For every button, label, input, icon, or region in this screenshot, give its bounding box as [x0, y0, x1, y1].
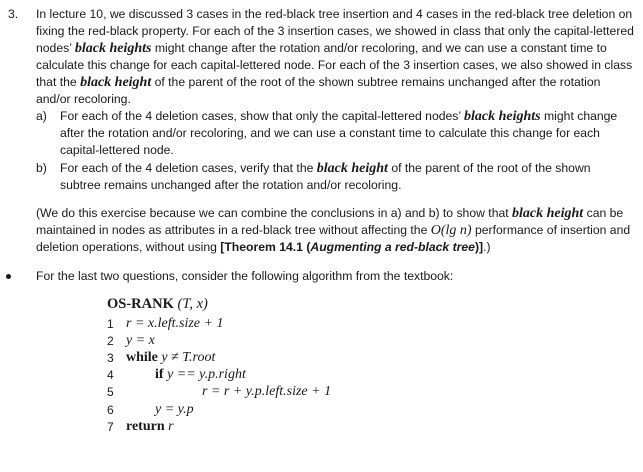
line-number: 1 [107, 317, 114, 331]
intro-line-3: nodes’ black heights might change after the rotation and/or recoloring, and we can use a constant time to [36, 41, 607, 56]
algorithm-line-7: return r [126, 419, 174, 434]
intro-line-5: that the black height of the parent of the root of the shown subtree remains unchanged after the rotation [36, 75, 601, 90]
part-b-line-2: subtree remains unchanged after the rotation and/or recoloring. [60, 178, 402, 192]
algorithm-line-3: while y ≠ T.root [126, 350, 216, 365]
question-number: 3. [8, 7, 19, 21]
keyword-return: return [126, 419, 165, 434]
line-number: 2 [107, 334, 114, 348]
keyword-if: if [155, 367, 164, 382]
part-b-label: b) [36, 161, 47, 175]
note-line-1: (We do this exercise because we can combine the conclusions in a) and b) to show that black height can be [36, 206, 624, 221]
part-a-line-3: capital-lettered node. [60, 143, 174, 157]
keyword-while: while [126, 350, 158, 365]
algorithm-line-6: y = y.p [155, 402, 194, 417]
part-a-label: a) [36, 109, 47, 123]
line-number: 3 [107, 351, 114, 365]
black-height-term: black height [316, 161, 388, 176]
part-a-line-1: For each of the 4 deletion cases, show that only the capital-lettered nodes’ black heights might change [60, 109, 618, 124]
note-line-3: deletion operations, without using [Theorem 14.1 (Augmenting a red-black tree)].) [36, 240, 491, 254]
black-height-term: black height [80, 75, 152, 90]
intro-line-1: In lecture 10, we discussed 3 cases in the red-black tree insertion and 4 cases in the red-black tree deletion on [36, 7, 633, 21]
algorithm-header: OS-RANK (T, x) [107, 296, 208, 312]
algorithm-line-2: y = x [126, 333, 155, 348]
algorithm-line-5: r = r + y.p.left.size + 1 [202, 384, 332, 399]
algorithm-line-4: if y == y.p.right [155, 367, 246, 382]
intro-line-4: calculate this change for each capital-lettered node. For each of the 3 insertion cases, we also showed in class [36, 58, 633, 72]
big-o-notation: O(lg n) [430, 223, 472, 238]
algorithm-line-1: r = x.left.size + 1 [126, 316, 224, 331]
bullet-text: For the last two questions, consider the following algorithm from the textbook: [36, 269, 454, 283]
line-number: 5 [107, 385, 114, 399]
theorem-reference: [Theorem 14.1 (Augmenting a red-black tree)] [220, 240, 484, 254]
line-number: 7 [107, 420, 114, 434]
black-heights-term: black heights [74, 41, 152, 56]
bullet-point [6, 274, 11, 279]
note-line-2: maintained in nodes as attributes in a red-black tree without affecting the O(lg n) performance of insertion and [36, 223, 631, 238]
part-a-line-2: after the rotation and/or recoloring, and we can use a constant time to calculate this change for each [60, 126, 600, 140]
intro-line-2: fixing the red-black property. For each of the 3 insertion cases, we showed in class that only the capital-lettered [36, 24, 634, 38]
black-height-term: black height [512, 206, 584, 221]
part-b-line-1: For each of the 4 deletion cases, verify that the black height of the parent of the root of the shown [60, 161, 591, 176]
line-number: 6 [107, 403, 114, 417]
line-number: 4 [107, 368, 114, 382]
black-heights-term: black heights [464, 109, 541, 124]
intro-line-6: and/or recoloring. [36, 92, 131, 106]
